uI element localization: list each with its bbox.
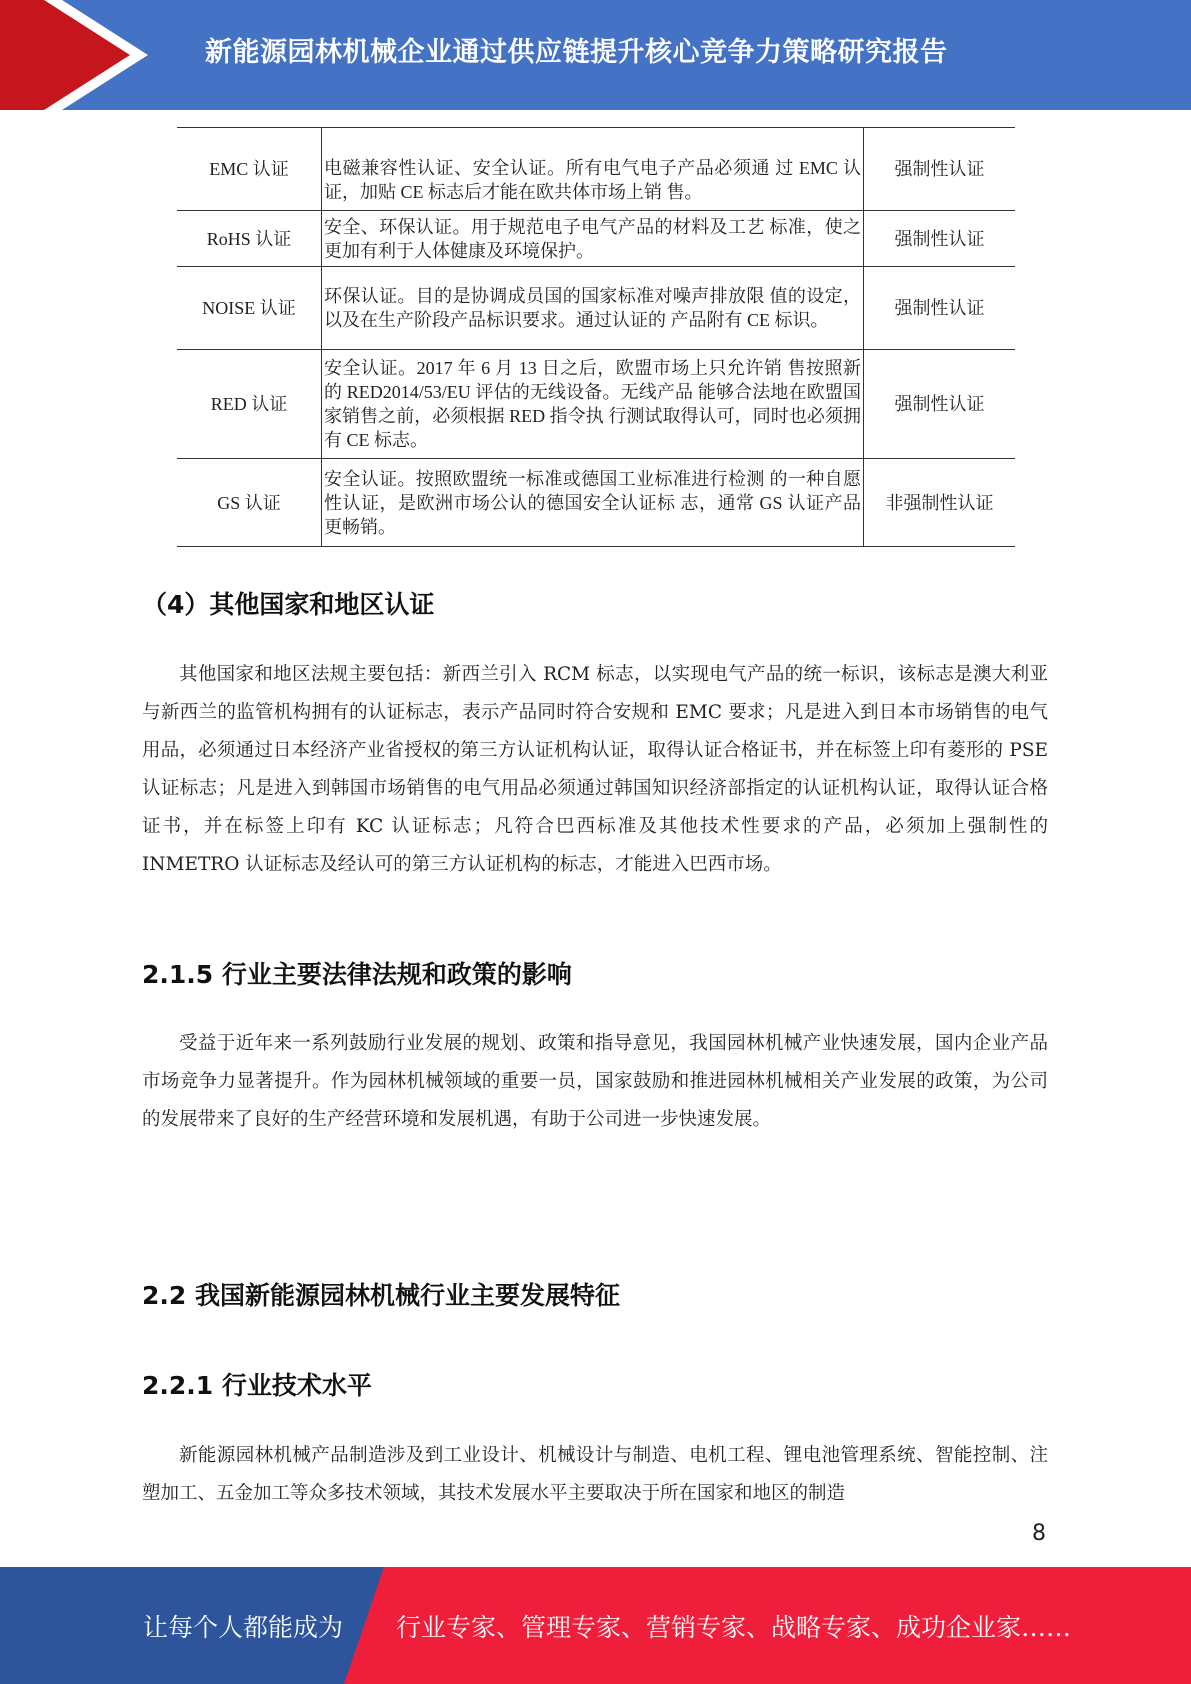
page-number: 8 xyxy=(1032,1521,1046,1546)
cert-description: 环保认证。目的是协调成员国的国家标准对噪声排放限 值的设定，以及在生产阶段产品标识要求。通过认证的 产品附有 CE 标识。 xyxy=(322,267,864,350)
certification-table xyxy=(177,127,1015,547)
table-row xyxy=(177,459,1015,547)
cert-type: 强制性认证 xyxy=(864,267,1016,350)
header-title: 新能源园林机械企业通过供应链提升核心竞争力策略研究报告 xyxy=(205,37,948,68)
cert-name: RoHS 认证 xyxy=(177,211,322,267)
footer-slogan-right: 行业专家、管理专家、营销专家、战略专家、成功企业家…… xyxy=(396,1613,1072,1642)
cert-type: 强制性认证 xyxy=(864,211,1016,267)
paragraph-other-regions: 其他国家和地区法规主要包括：新西兰引入 RCM 标志，以实现电气产品的统一标识，该标志是澳大利亚与新西兰的监管机构拥有的认证标志，表示产品同时符合安规和 EMC 要求；凡是进入到日本市场销售的电气用品，必须通过日本经济产业省授权的第三方认证机构认证，取得认证合格证书，并在标签上印有菱形的 PSE 认证标志；凡是进入到韩国市场销售的电气用品必须通过韩国知识经济部指定的认证机构认证，取得认证合格证书，并在标签上印有 KC 认证标志；凡符合巴西标准及其他技术性要求的产品，必须加上强制性的 INMETRO 认证标志及经认可的第三方认证机构的标志，才能进入巴西市场。 xyxy=(142,664,1048,875)
table-row xyxy=(177,211,1015,267)
table-row xyxy=(177,128,1015,211)
cert-name: NOISE 认证 xyxy=(177,267,322,350)
cert-description: 安全认证。按照欧盟统一标准或德国工业标准进行检测 的一种自愿性认证，是欧洲市场公认的德国安全认证标 志，通常 GS 认证产品更畅销。 xyxy=(322,459,864,547)
table-row xyxy=(177,267,1015,350)
paragraph-2-1-5: 受益于近年来一系列鼓励行业发展的规划、政策和指导意见，我国园林机械产业快速发展，国内企业产品市场竞争力显著提升。作为园林机械领域的重要一员，国家鼓励和推进园林机械相关产业发展的政策，为公司的发展带来了良好的生产经营环境和发展机遇，有助于公司进一步快速发展。 xyxy=(142,1033,1048,1130)
footer-slogan-left: 让每个人都能成为 xyxy=(143,1613,344,1642)
cert-type: 非强制性认证 xyxy=(864,459,1016,547)
table-row xyxy=(177,350,1015,459)
cert-name: RED 认证 xyxy=(177,350,322,459)
cert-name: EMC 认证 xyxy=(177,128,322,211)
section-heading-2-2-1: 2.2.1 行业技术水平 xyxy=(142,1371,372,1400)
cert-description: 电磁兼容性认证、安全认证。所有电气电子产品必须通 过 EMC 认证，加贴 CE 标志后才能在欧共体市场上销 售。 xyxy=(322,128,864,211)
cert-type: 强制性认证 xyxy=(864,350,1016,459)
section-heading-2-1-5: 2.1.5 行业主要法律法规和政策的影响 xyxy=(142,960,572,989)
cert-description: 安全、环保认证。用于规范电子电气产品的材料及工艺 标准，使之更加有利于人体健康及环境保护。 xyxy=(322,211,864,267)
paragraph-2-2-1: 新能源园林机械产品制造涉及到工业设计、机械设计与制造、电机工程、锂电池管理系统、智能控制、注塑加工、五金加工等众多技术领域，其技术发展水平主要取决于所在国家和地区的制造 xyxy=(142,1445,1048,1504)
page-footer xyxy=(0,1567,1191,1684)
cert-type: 强制性认证 xyxy=(864,128,1016,211)
header-arrow-icon xyxy=(0,0,160,110)
section-heading-2-2: 2.2 我国新能源园林机械行业主要发展特征 xyxy=(142,1281,620,1310)
section-heading-other-regions: （4）其他国家和地区认证 xyxy=(142,590,435,619)
cert-name: GS 认证 xyxy=(177,459,322,547)
cert-description: 安全认证。2017 年 6 月 13 日之后，欧盟市场上只允许销 售按照新的 RED2014/53/EU 评估的无线设备。无线产品 能够合法地在欧盟国家销售之前，必须根据 RED 指令执 行测试取得认可，同时也必须拥有 CE 标志。 xyxy=(322,350,864,459)
page-header xyxy=(0,0,1191,110)
